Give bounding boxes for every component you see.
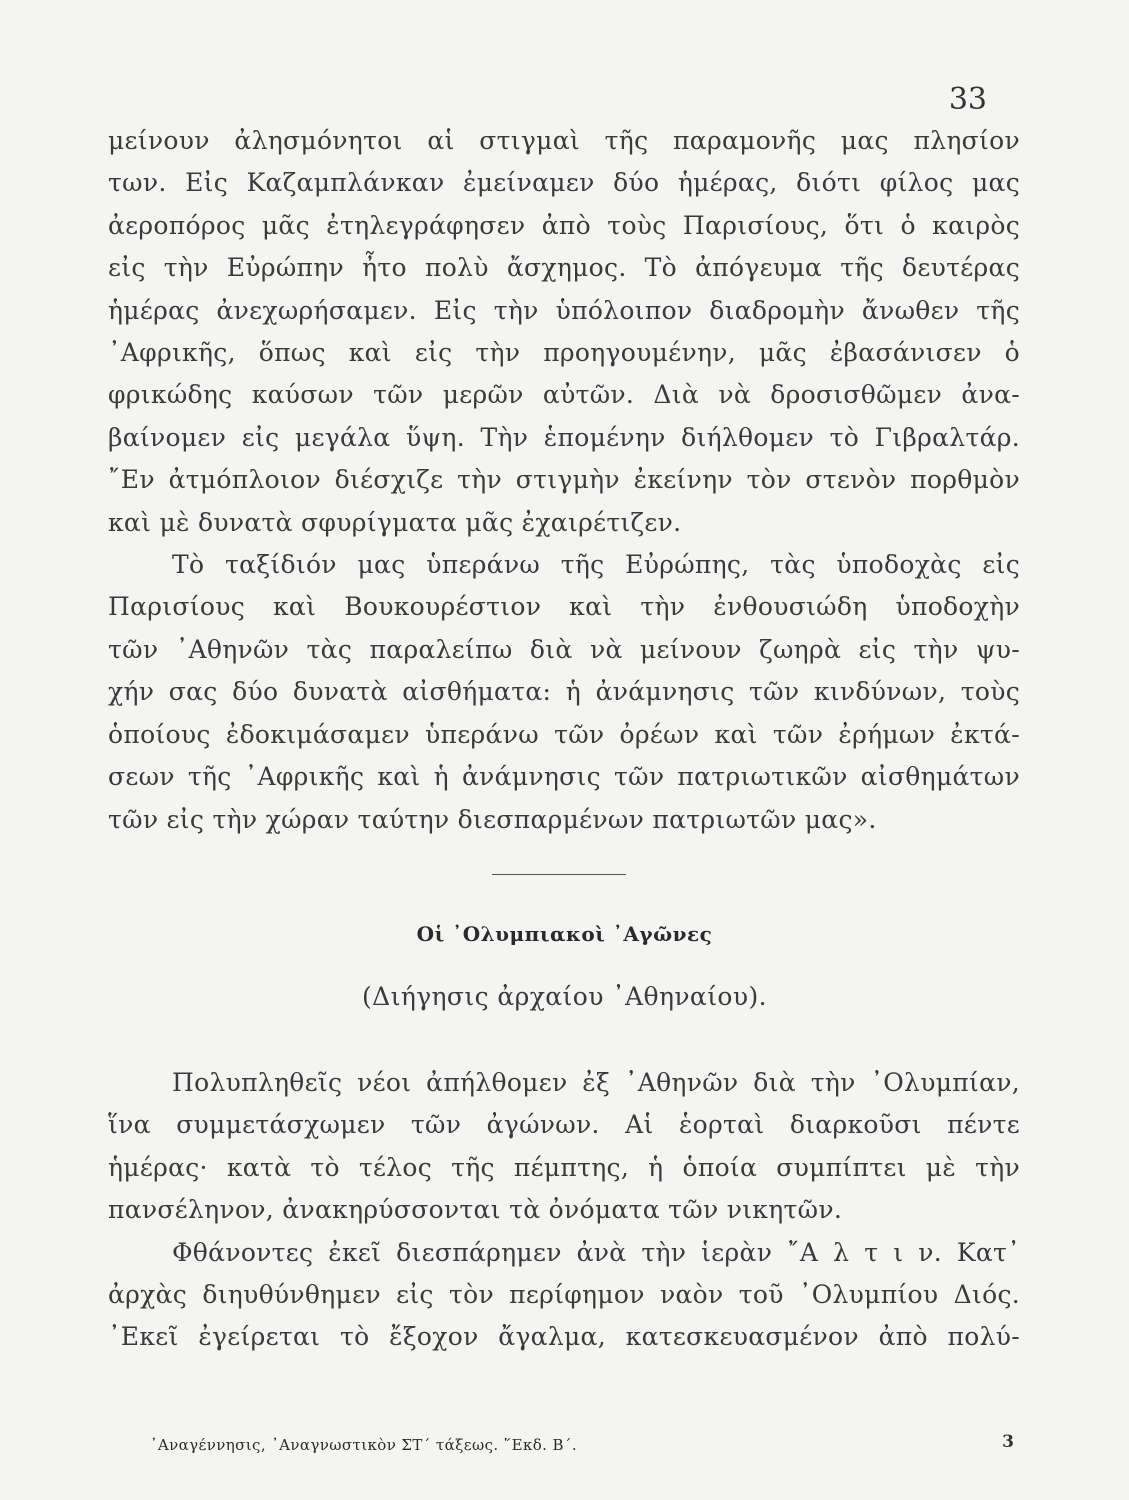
upper-text-block [108, 120, 1020, 841]
footer-note: ᾿Αναγέννησις, ᾿Αναγνωστικὸν ΣΤ΄ τάξεως. ῞Εκδ. Β΄. [150, 1436, 577, 1454]
section-subheading: (Διήγησις ἀρχαίου ᾿Αθηναίου). [362, 982, 767, 1011]
text-line: μείνουν ἀλησμόνητοι αἱ στιγμαὶ τῆς παραμονῆς μας πλησίον [108, 126, 1020, 155]
text-line: Φθάνοντες ἐκεῖ διεσπάρημεν ἀνὰ τὴν ἱερὰν ῎Α λ τ ι ν. Κατ᾿ [172, 1237, 1020, 1267]
text-line: ἡμέρας· κατὰ τὸ τέλος τῆς πέμπτης, ἡ ὁποία συμπίπτει μὲ τὴν [108, 1152, 1020, 1182]
text-line: ἀρχὰς διηυθύνθημεν εἰς τὸν περίφημον ναὸν τοῦ ᾿Ολυμπίου Διός. [108, 1280, 1020, 1310]
text-line: τῶν εἰς τὴν χώραν ταύτην διεσπαρμένων πατριωτῶν μας». [108, 804, 877, 834]
section-divider [492, 874, 626, 875]
text-line: καὶ μὲ δυνατὰ σφυρίγματα μᾶς ἐχαιρέτιζεν. [108, 507, 682, 537]
page-number: 33 [948, 82, 987, 117]
text-line: ᾿Αφρικῆς, ὅπως καὶ εἰς τὴν προηγουμένην, μᾶς ἐβασάνισεν ὁ [108, 338, 1020, 368]
section-heading: Οἱ ᾿Ολυμπιακοὶ ᾿Αγῶνες [416, 922, 713, 946]
text-line: ἵνα συμμετάσχωμεν τῶν ἀγώνων. Αἱ ἑορταὶ διαρκοῦσι πέντε [108, 1110, 1020, 1140]
text-line: τῶν ᾿Αθηνῶν τὰς παραλείπω διὰ νὰ μείνουν ζωηρὰ εἰς τὴν ψυ- [108, 634, 1020, 664]
lower-text-block [108, 1062, 1020, 1359]
text-line: σεων τῆς ᾿Αφρικῆς καὶ ἡ ἀνάμνησις τῶν πατριωτικῶν αἰσθημάτων [108, 762, 1020, 792]
text-line: βαίνομεν εἰς μεγάλα ὕψη. Τὴν ἑπομένην διήλθομεν τὸ Γιβραλτάρ. [108, 422, 1020, 452]
text-line: φρικώδης καύσων τῶν μερῶν αὐτῶν. Διὰ νὰ δροσισθῶμεν ἀνα- [108, 380, 1020, 410]
text-line: ῎Εν ἀτμόπλοιον διέσχιζε τὴν στιγμὴν ἐκείνην τὸν στενὸν πορθμὸν [108, 465, 1020, 495]
text-line: ᾿Εκεῖ ἐγείρεται τὸ ἔξοχον ἄγαλμα, κατεσκευασμένον ἀπὸ πολύ- [108, 1322, 1020, 1352]
text-line: ἀεροπόρος μᾶς ἐτηλεγράφησεν ἀπὸ τοὺς Παρισίους, ὅτι ὁ καιρὸς [108, 210, 1020, 240]
text-line: Πολυπληθεῖς νέοι ἀπήλθομεν ἐξ ᾿Αθηνῶν διὰ τὴν ᾿Ολυμπίαν, [172, 1068, 1020, 1097]
text-line: χήν σας δύο δυνατὰ αἰσθήματα: ἡ ἀνάμνησις τῶν κινδύνων, τοὺς [108, 677, 1020, 707]
text-line: των. Εἰς Καζαμπλάνκαν ἐμείναμεν δύο ἡμέρας, διότι φίλος μας [108, 168, 1020, 198]
signature-mark: 3 [1002, 1432, 1014, 1452]
text-line: πανσέληνον, ἀνακηρύσσονται τὰ ὀνόματα τῶν νικητῶν. [108, 1195, 843, 1225]
text-line: Παρισίους καὶ Βουκουρέστιον καὶ τὴν ἐνθουσιώδη ὑποδοχὴν [108, 592, 1020, 622]
text-line: ὁποίους ἐδοκιμάσαμεν ὑπεράνω τῶν ὀρέων καὶ τῶν ἐρήμων ἐκτά- [108, 719, 1020, 749]
text-line: εἰς τὴν Εὐρώπην ἦτο πολὺ ἄσχημος. Τὸ ἀπόγευμα τῆς δευτέρας [108, 253, 1020, 283]
text-line: ἡμέρας ἀνεχωρήσαμεν. Εἰς τὴν ὑπόλοιπον διαδρομὴν ἄνωθεν τῆς [108, 295, 1020, 325]
text-line: Τὸ ταξίδιόν μας ὑπεράνω τῆς Εὐρώπης, τὰς ὑποδοχὰς εἰς [172, 550, 1020, 580]
